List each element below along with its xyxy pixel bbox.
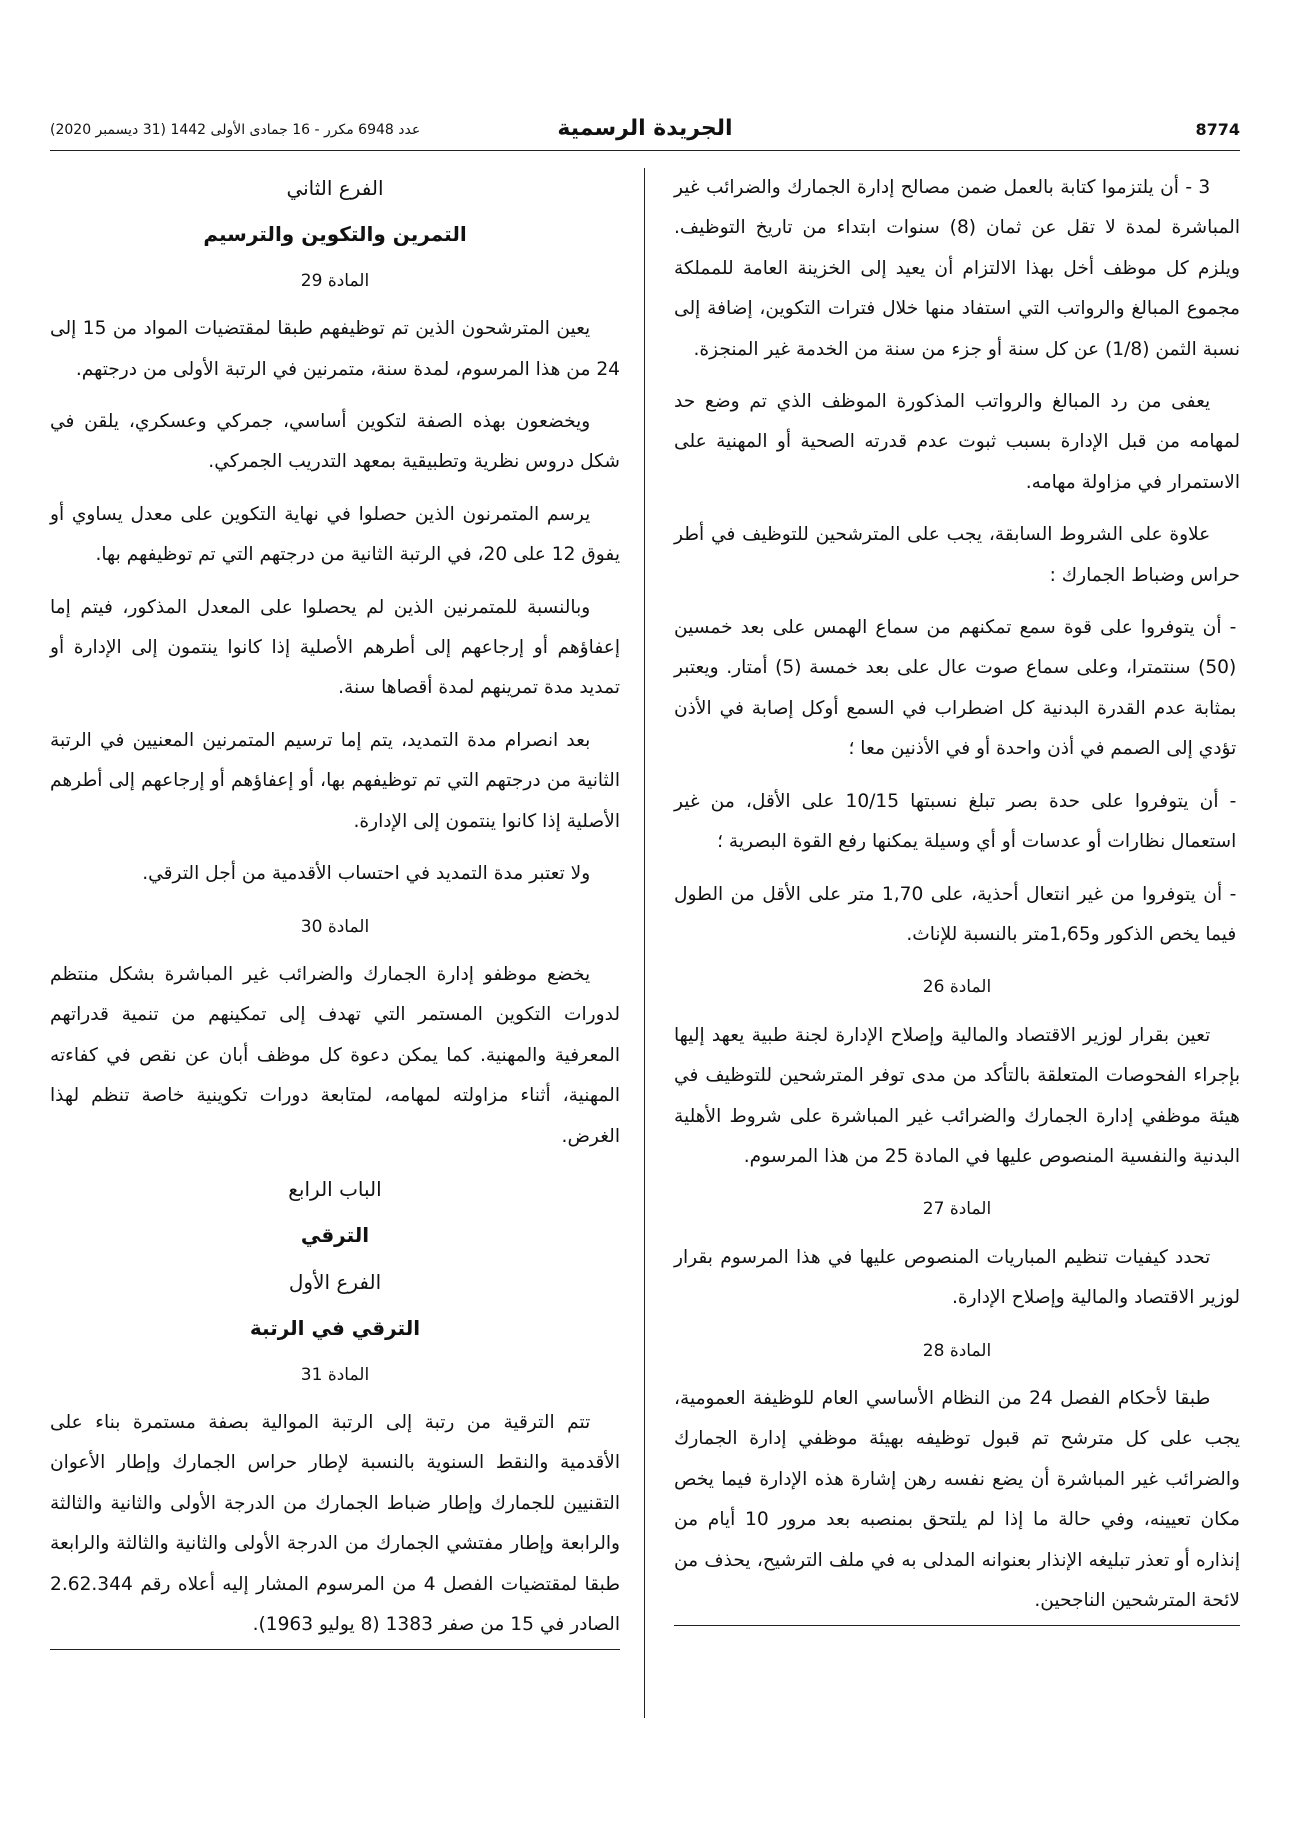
paragraph: يعين المترشحون الذين تم توظيفهم طبقا لمقتضيات المواد من 15 إلى 24 من هذا المرسوم، لمدة سنة، متمرنين في الرتبة الأولى من درجتهم. (50, 318, 620, 380)
paragraph: تعين بقرار لوزير الاقتصاد والمالية وإصلاح الإدارة لجنة طبية يعهد إليها بإجراء الفحوصات المتعلقة بالتأكد من مدى توفر المترشحين للتوظيف في هيئة موظفي إدارة الجمارك والضرائب غير المباشرة على شروط الأهلية البدنية والنفسية المنصوص عليها في المادة 25 من هذا المرسوم. (674, 1024, 1240, 1167)
page-header (50, 116, 1240, 151)
paragraph: ولا تعتبر مدة التمديد في احتساب الأقدمية من أجل الترقي. (142, 863, 591, 885)
section-label: الفرع الثاني (286, 176, 384, 200)
section-title: التمرين والتكوين والترسيم (203, 222, 467, 247)
paragraph: يرسم المتمرنون الذين حصلوا في نهاية التكوين على معدل يساوي أو يفوق 12 على 20، في الرتبة الثانية من درجتهم التي تم توظيفهم بها. (50, 503, 620, 566)
gazette-title: الجريدة الرسمية (557, 116, 733, 141)
paragraph: تحدد كيفيات تنظيم المباريات المنصوص عليها في هذا المرسوم بقرار لوزير الاقتصاد والمالية وإصلاح الإدارة. (674, 1246, 1240, 1309)
left-column (50, 168, 620, 1662)
paragraph: علاوة على الشروط السابقة، يجب على المترشحين للتوظيف في أطر حراس وضباط الجمارك : (674, 524, 1240, 586)
article-heading-26: المادة 26 (922, 977, 992, 998)
column-divider (644, 168, 645, 1718)
paragraph: تتم الترقية من رتبة إلى الرتبة الموالية بصفة مستمرة بناء على الأقدمية والنقط السنوية بالنسبة لإطار حراس الجمارك وإطار الأعوان التقنيين للجمارك وإطار ضباط الجمارك من الدرجة الأولى والثانية والثالثة والرابعة وإطار مفتشي الجمارك من الدرجة الأولى والثانية والثالثة والرابعة طبقا لمقتضيات الفصل 4 من المرسوم المشار إليه أعلاه رقم 2.62.344 الصادر في 15 من صفر 1383 (8 يوليو 1963). (50, 1403, 620, 1650)
section-label: الفرع الأول (288, 1269, 382, 1294)
issue-info: عدد 6948 مكرر - 16 جمادى الأولى 1442 (31 ديسمبر 2020) (50, 122, 421, 138)
right-column (674, 168, 1240, 1638)
chapter-label: الباب الرابع (288, 1176, 382, 1201)
paragraph: طبقا لأحكام الفصل 24 من النظام الأساسي العام للوظيفة العمومية، يجب على كل مترشح تم قبول توظيفه بهيئة موظفي إدارة الجمارك والضرائب غير المباشرة أن يضع نفسه رهن إشارة هذه الإدارة فيما يخص مكان تعيينه، وفي حالة ما إذا لم يلتحق بمنصبه بعد مرور 10 أيام من إنذاره أو تعذر تبليغه الإنذار بعنوانه المدلى به في ملف الترشيح، يحذف من لائحة المترشحين الناجحين. (674, 1379, 1240, 1626)
list-item: - أن يتوفروا على قوة سمع تمكنهم من سماع الهمس على بعد خمسين (50) سنتمترا، وعلى سماع صوت عال على بعد خمسة (5) أمتار. ويعتبر بمثابة عدم القدرة البدنية كل اضطراب في السمع أوكل إصابة في الأذن تؤدي إلى الصمم في أذن واحدة أو في الأذنين معا ؛ (674, 617, 1237, 760)
article-heading-31: المادة 31 (300, 1364, 370, 1385)
article-heading-29: المادة 29 (300, 270, 370, 291)
paragraph: 3 - أن يلتزموا كتابة بالعمل ضمن مصالح إدارة الجمارك والضرائب غير المباشرة لمدة لا تقل عن ثمان (8) سنوات ابتداء من تاريخ التوظيف. ويلزم كل موظف أخل بهذا الالتزام أن يعيد إلى الخزينة العامة للمملكة مجموع المبالغ والرواتب التي استفاد منها خلال فترات التكوين، إضافة إلى نسبة الثمن (1/8) عن كل سنة أو جزء من سنة من الخدمة غير المنجزة. (674, 177, 1240, 360)
article-heading-28: المادة 28 (922, 1340, 992, 1361)
chapter-title: الترقي (300, 1223, 370, 1248)
paragraph: يعفى من رد المبالغ والرواتب المذكورة الموظف الذي تم وضع حد لمهامه من قبل الإدارة بسبب ثبوت عدم قدرته الصحية أو المهنية على الاستمرار في مزاولة مهامه. (674, 391, 1240, 493)
list-item: - أن يتوفروا على حدة بصر تبلغ نسبتها 10/15 على الأقل، من غير استعمال نظارات أو عدسات أو أي وسيلة يمكنها رفع القوة البصرية ؛ (674, 790, 1237, 853)
section-title: الترقي في الرتبة (249, 1316, 421, 1341)
article-heading-27: المادة 27 (922, 1199, 992, 1220)
paragraph: يخضع موظفو إدارة الجمارك والضرائب غير المباشرة بشكل منتظم لدورات التكوين المستمر التي تهدف إلى تمكينهم من تنمية قدراتهم المعرفية والمهنية. كما يمكن دعوة كل موظف أبان عن نقص في كفاءته المهنية، أثناء مزاولته لمهامه، لمتابعة دورات تكوينية خاصة تنظم لهذا الغرض. (50, 963, 620, 1147)
list-item: - أن يتوفروا من غير انتعال أحذية، على 1,70 متر على الأقل من الطول فيما يخص الذكور و1,65متر بالنسبة للإناث. (674, 883, 1237, 945)
article-heading-30: المادة 30 (300, 916, 370, 937)
paragraph: وبالنسبة للمتمرنين الذين لم يحصلوا على المعدل المذكور، فيتم إما إعفاؤهم أو إرجاعهم إلى أطرهم الأصلية إذا كانوا ينتمون إلى الإدارة أو تمديد مدة تمرينهم لمدة أقصاها سنة. (50, 596, 620, 699)
paragraph: ويخضعون بهذه الصفة لتكوين أساسي، جمركي وعسكري، يلقن في شكل دروس نظرية وتطبيقية بمعهد التدريب الجمركي. (50, 411, 620, 473)
page-number: 8774 (1195, 120, 1240, 139)
paragraph: بعد انصرام مدة التمديد، يتم إما ترسيم المتمرنين المعنيين في الرتبة الثانية من درجتهم التي تم توظيفهم بها، أو إعفاؤهم أو إرجاعهم إلى أطرهم الأصلية إذا كانوا ينتمون إلى الإدارة. (50, 729, 620, 832)
